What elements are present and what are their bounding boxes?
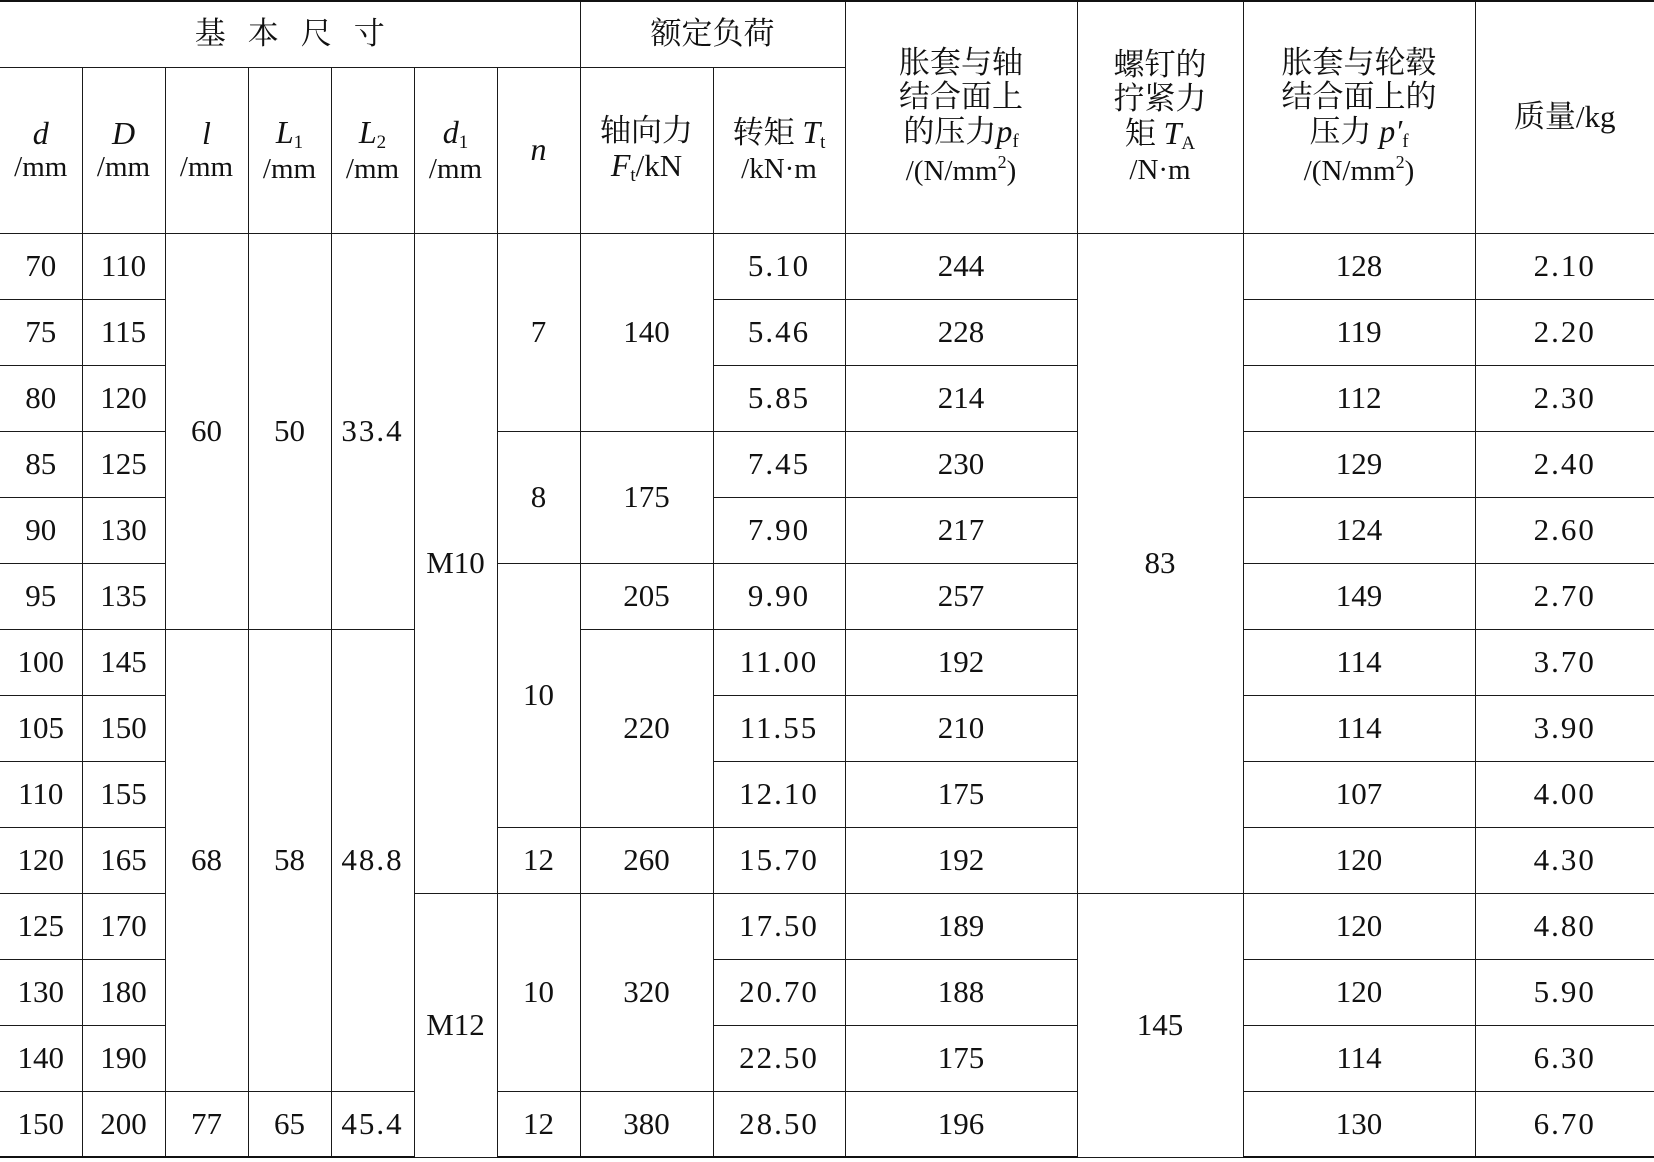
cell-torque: 28.50	[713, 1091, 845, 1157]
cell-d: 80	[0, 365, 82, 431]
cell-d: 150	[0, 1091, 82, 1157]
cell-screw-torque: 145	[1077, 893, 1243, 1157]
header-basic-size: 基本尺寸	[0, 1, 580, 67]
cell-pressure-shaft: 210	[845, 695, 1077, 761]
cell-torque: 5.46	[713, 299, 845, 365]
cell-axial-force: 260	[580, 827, 713, 893]
cell-n: 12	[497, 827, 580, 893]
cell-pressure-hub: 128	[1243, 233, 1475, 299]
cell-pressure-hub: 120	[1243, 893, 1475, 959]
cell-mass: 2.40	[1475, 431, 1654, 497]
header-n: n	[497, 67, 580, 233]
cell-torque: 11.55	[713, 695, 845, 761]
cell-pressure-hub: 120	[1243, 827, 1475, 893]
cell-d: 75	[0, 299, 82, 365]
cell-n: 7	[497, 233, 580, 431]
cell-torque: 12.10	[713, 761, 845, 827]
header-L2: $L_2$ /mm	[331, 67, 414, 233]
cell-pressure-hub: 114	[1243, 1025, 1475, 1091]
header-mass: 质量/kg	[1475, 1, 1654, 233]
cell-mass: 2.10	[1475, 233, 1654, 299]
cell-mass: 4.80	[1475, 893, 1654, 959]
cell-l: 60	[165, 233, 248, 629]
cell-pressure-hub: 114	[1243, 629, 1475, 695]
cell-axial-force: 205	[580, 563, 713, 629]
cell-D: 130	[82, 497, 165, 563]
table-row	[0, 629, 1654, 695]
cell-pressure-hub: 120	[1243, 959, 1475, 1025]
cell-d: 90	[0, 497, 82, 563]
cell-D: 150	[82, 695, 165, 761]
cell-n: 8	[497, 431, 580, 563]
cell-pressure-shaft: 214	[845, 365, 1077, 431]
cell-D: 200	[82, 1091, 165, 1157]
cell-torque: 15.70	[713, 827, 845, 893]
cell-d: 110	[0, 761, 82, 827]
header-D: D /mm	[82, 67, 165, 233]
cell-pressure-shaft: 175	[845, 761, 1077, 827]
cell-d: 100	[0, 629, 82, 695]
cell-mass: 2.60	[1475, 497, 1654, 563]
cell-mass: 6.30	[1475, 1025, 1654, 1091]
cell-D: 120	[82, 365, 165, 431]
cell-torque: 17.50	[713, 893, 845, 959]
cell-pressure-shaft: 196	[845, 1091, 1077, 1157]
cell-mass: 4.30	[1475, 827, 1654, 893]
cell-mass: 2.30	[1475, 365, 1654, 431]
cell-d: 120	[0, 827, 82, 893]
cell-mass: 3.70	[1475, 629, 1654, 695]
cell-pressure-hub: 119	[1243, 299, 1475, 365]
cell-torque: 5.85	[713, 365, 845, 431]
table-row	[0, 1091, 1654, 1157]
cell-pressure-shaft: 175	[845, 1025, 1077, 1091]
cell-d: 130	[0, 959, 82, 1025]
cell-torque: 9.90	[713, 563, 845, 629]
cell-axial-force: 140	[580, 233, 713, 431]
cell-pressure-shaft: 192	[845, 827, 1077, 893]
cell-axial-force: 175	[580, 431, 713, 563]
cell-n: 10	[497, 893, 580, 1091]
cell-L1: 58	[248, 629, 331, 1091]
header-pressure-shaft: 胀套与轴 结合面上 的压力$p_f$ $/(N/mm^2)$	[845, 1, 1077, 233]
cell-D: 180	[82, 959, 165, 1025]
header-L1: $L_1$ /mm	[248, 67, 331, 233]
cell-n: 12	[497, 1091, 580, 1157]
cell-axial-force: 380	[580, 1091, 713, 1157]
cell-L1: 65	[248, 1091, 331, 1157]
cell-axial-force: 220	[580, 629, 713, 827]
cell-pressure-shaft: 189	[845, 893, 1077, 959]
cell-D: 170	[82, 893, 165, 959]
header-rated-load: 额定负荷	[580, 1, 845, 67]
cell-d: 70	[0, 233, 82, 299]
cell-mass: 6.70	[1475, 1091, 1654, 1157]
cell-pressure-shaft: 188	[845, 959, 1077, 1025]
cell-D: 115	[82, 299, 165, 365]
cell-screw-torque: 83	[1077, 233, 1243, 893]
cell-torque: 7.45	[713, 431, 845, 497]
cell-l: 68	[165, 629, 248, 1091]
header-row-1	[0, 1, 1654, 67]
cell-pressure-hub: 112	[1243, 365, 1475, 431]
cell-pressure-shaft: 244	[845, 233, 1077, 299]
header-d1: $d_1$ /mm	[414, 67, 497, 233]
table-row	[0, 233, 1654, 299]
cell-torque: 7.90	[713, 497, 845, 563]
cell-D: 125	[82, 431, 165, 497]
cell-pressure-shaft: 230	[845, 431, 1077, 497]
cell-d: 85	[0, 431, 82, 497]
cell-L1: 50	[248, 233, 331, 629]
cell-L2: 45.4	[331, 1091, 414, 1157]
cell-torque: 11.00	[713, 629, 845, 695]
cell-pressure-shaft: 192	[845, 629, 1077, 695]
cell-D: 145	[82, 629, 165, 695]
cell-torque: 22.50	[713, 1025, 845, 1091]
cell-L2: 33.4	[331, 233, 414, 629]
cell-d1: M10	[414, 233, 497, 893]
cell-mass: 5.90	[1475, 959, 1654, 1025]
cell-mass: 4.00	[1475, 761, 1654, 827]
cell-pressure-hub: 129	[1243, 431, 1475, 497]
cell-pressure-hub: 130	[1243, 1091, 1475, 1157]
cell-axial-force: 320	[580, 893, 713, 1091]
cell-pressure-hub: 107	[1243, 761, 1475, 827]
cell-pressure-hub: 149	[1243, 563, 1475, 629]
header-l: l /mm	[165, 67, 248, 233]
header-d: d /mm	[0, 67, 82, 233]
cell-L2: 48.8	[331, 629, 414, 1091]
cell-torque: 20.70	[713, 959, 845, 1025]
cell-d: 95	[0, 563, 82, 629]
cell-pressure-hub: 114	[1243, 695, 1475, 761]
cell-pressure-shaft: 228	[845, 299, 1077, 365]
cell-D: 165	[82, 827, 165, 893]
cell-pressure-shaft: 217	[845, 497, 1077, 563]
cell-d: 125	[0, 893, 82, 959]
cell-pressure-hub: 124	[1243, 497, 1475, 563]
cell-D: 110	[82, 233, 165, 299]
cell-D: 135	[82, 563, 165, 629]
cell-d: 105	[0, 695, 82, 761]
cell-D: 190	[82, 1025, 165, 1091]
cell-d1: M12	[414, 893, 497, 1157]
header-pressure-hub: 胀套与轮毂 结合面上的 压力 $p'_f$ $/(N/mm^2)$	[1243, 1, 1475, 233]
cell-pressure-shaft: 257	[845, 563, 1077, 629]
header-axial-force: 轴向力 $F_t/kN$	[580, 67, 713, 233]
cell-torque: 5.10	[713, 233, 845, 299]
cell-mass: 2.70	[1475, 563, 1654, 629]
cell-l: 77	[165, 1091, 248, 1157]
header-torque: 转矩 $T_t$ /kN·m	[713, 67, 845, 233]
cell-mass: 2.20	[1475, 299, 1654, 365]
cell-d: 140	[0, 1025, 82, 1091]
cell-mass: 3.90	[1475, 695, 1654, 761]
cell-n: 10	[497, 563, 580, 827]
header-screw-torque: 螺钉的 拧紧力 矩 $T_A$ /N·m	[1077, 1, 1243, 233]
cell-D: 155	[82, 761, 165, 827]
